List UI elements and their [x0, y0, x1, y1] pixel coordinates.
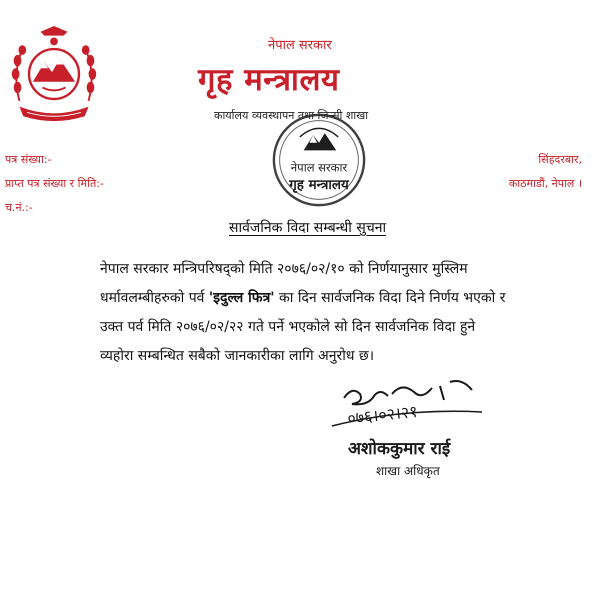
- address-line-1: सिंहदरबार,: [538, 153, 582, 166]
- ministry-stamp: [271, 112, 367, 208]
- address-line-2: काठमाडौं, नेपाल ।: [508, 177, 582, 190]
- dispatch-number-label: च.नं.:-: [5, 201, 33, 214]
- letterhead-ministry: गृह मन्त्रालय: [198, 62, 340, 98]
- received-letter-label: प्राप्त पत्र संख्या र मिति:-: [5, 177, 104, 190]
- signer-name: अशोककुमार राई: [348, 439, 451, 459]
- signer-designation: शाखा अधिकृत: [376, 464, 440, 478]
- stamp-line-1: नेपाल सरकार: [290, 160, 348, 175]
- handwritten-signature: [322, 378, 492, 436]
- letter-number-label: पत्र संख्या:-: [5, 153, 52, 166]
- letterhead-section: कार्यालय व्यवस्थापन तथा जिन्सी शाखा: [214, 109, 369, 122]
- reference-fields: [5, 148, 104, 220]
- notice-body-part-2: का दिन सार्वजनिक विदा दिने निर्णय भएको र उक्त पर्व मिति २०७६/०२/२२ गते पर्ने भएकोले सो दिन सार्वजनिक विदा हुने व्यहोरा सम्बन्धित सबैको जानकारीका लागि अनुरोध छ।: [100, 290, 506, 364]
- signature-date: ०७६।०२।२१: [346, 401, 419, 428]
- nepal-emblem-icon: [6, 24, 102, 126]
- notice-body: [100, 255, 510, 371]
- festival-name: 'इदुल्ल फित्र': [208, 290, 275, 306]
- office-address: [509, 148, 582, 196]
- letterhead-office: नेपाल सरकार: [268, 38, 332, 53]
- notice-body-part-1: नेपाल सरकार मन्त्रिपरिषद्को मिति २०७६/०२/१० को निर्णयानुसार मुस्लिम धर्मावलम्बीहरुको पर्व: [100, 261, 468, 306]
- notice-title: सार्वजनिक विदा सम्बन्धी सुचना: [229, 220, 387, 236]
- stamp-line-2: गृह मन्त्रालय: [289, 177, 349, 193]
